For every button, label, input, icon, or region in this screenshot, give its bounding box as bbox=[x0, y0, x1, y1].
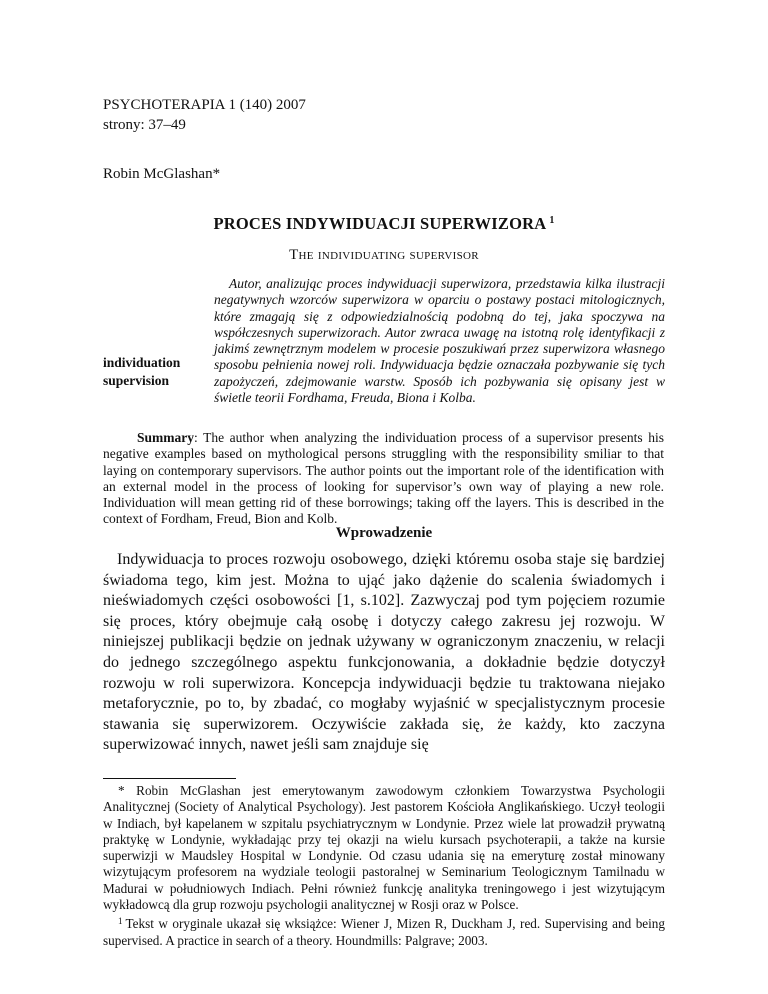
journal-header bbox=[103, 95, 306, 135]
summary-label: Summary bbox=[137, 430, 194, 445]
keyword-item: individuation bbox=[103, 355, 181, 370]
journal-issue-line: PSYCHOTERAPIA 1 (140) 2007 bbox=[103, 97, 306, 113]
summary-english bbox=[103, 430, 664, 528]
keyword-item: supervision bbox=[103, 373, 170, 388]
author-name: Robin McGlashan* bbox=[103, 166, 221, 182]
article-title bbox=[0, 214, 768, 234]
footnotes bbox=[103, 783, 665, 949]
footnote-author: * Robin McGlashan jest emerytowanym zawodowym członkiem Towarzystwa Psychologii Analitycznej (Society of Analytical Psychology). Jest pastorem Kościoła Anglikańskiego. Uczył teologii w Indiach, był kapelanem w szpitalu psychiatrycznym w Londynie. Przez wiele lat prowadził prywatną praktykę w Londynie, wykładając przy tej okazji na wielu kursach psychoterapii, a także na kursie superwizji w Maudsley Hospital w Londynie. Od czasu udania się na emeryturę został minowany wizytującym profesorem na wydziale teologii pastoralnej w Seminarium Teologicznym Tamilnadu w Madurai w południowych Indiach. Pełni również funkcję analityka treningowego i jest wizytującym wykładowcą dla grup rozwoju psychologii analitycznej w Rosji oraz w Polsce. bbox=[103, 783, 665, 913]
article-subtitle: The individuating supervisor bbox=[289, 247, 479, 263]
summary-text: : The author when analyzing the individuation process of a supervisor presents his negative examples based on mythological persons struggling with the responsibility smiliar to that laying on contemporary supervisors. The author points out the important role of the identification with an external model in the process of looking for supervisor’s own way of playing a new role. Individuation will mean getting rid of these borrowings; taking off the layers. This is described in the context of Fordham, Freud, Bion and Kolb. bbox=[103, 430, 664, 527]
footnote-divider bbox=[103, 778, 236, 779]
footnote-1-mark: 1 bbox=[118, 916, 123, 927]
section-heading: Wprowadzenie bbox=[335, 525, 433, 541]
journal-pages-line: strony: 37–49 bbox=[103, 117, 186, 133]
title-footnote-mark: 1 bbox=[549, 215, 555, 226]
keywords bbox=[103, 354, 180, 390]
article-title-text: PROCES INDYWIDUACJI SUPERWIZORA bbox=[213, 214, 547, 233]
footnote-1-text: Tekst w oryginale ukazał się wksiążce: Wiener J, Mizen R, Duckham J, red. Supervising and being supervised. A practice in search of a theory. Houndmills: Palgrave; 2003. bbox=[103, 916, 665, 948]
footnote-1 bbox=[103, 913, 665, 949]
body-paragraph: Indywiduacja to proces rozwoju osobowego, dzięki któremu osoba staje się bardziej świadoma tego, kim jest. Można to ująć jako dążenie do scalenia świadomych i nieświadomych części osobowości [1, s.102]. Zazwyczaj pod tym pojęciem rozumie się proces, który obejmuje całą osobę i dotyczy całego zakresu jej rozwoju. W niniejszej publikacji będzie on jednak używany w ograniczonym znaczeniu, w relacji do jednego szczególnego aspektu funkcjonowania, a dokładnie będzie dotyczył rozwoju w roli superwizora. Koncepcja indywiduacji będzie tu traktowana niejako metaforycznie, po to, by zbadać, co mogłaby wyjaśnić w specjalistycznym procesie stawania się superwizorem. Oczywiście zakłada się, że każdy, kto zaczyna superwizować innych, nawet jeśli sam znajduje się bbox=[103, 551, 665, 754]
abstract-polish: Autor, analizując proces indywiduacji superwizora, przedstawia kilka ilustracji negatywnych wzorców superwizora w oparciu o postawy postaci mitologicznych, które zmagają się z odpowiedzialnością podobną do tej, jaka spoczywa na współczesnych superwizorach. Autor zwraca uwagę na istotną rolę identyfikacji z jakimś zewnętrznym modelem w procesie poszukiwań przez superwizora własnego sposobu pełnienia nowej roli. Indywiduacja będzie oznaczała pozbywanie się tych zapożyczeń, zdejmowanie warstw. Sposób ich pozbywania się opisany jest w świetle teorii Fordhama, Freuda, Biona i Kolba. bbox=[214, 276, 665, 406]
